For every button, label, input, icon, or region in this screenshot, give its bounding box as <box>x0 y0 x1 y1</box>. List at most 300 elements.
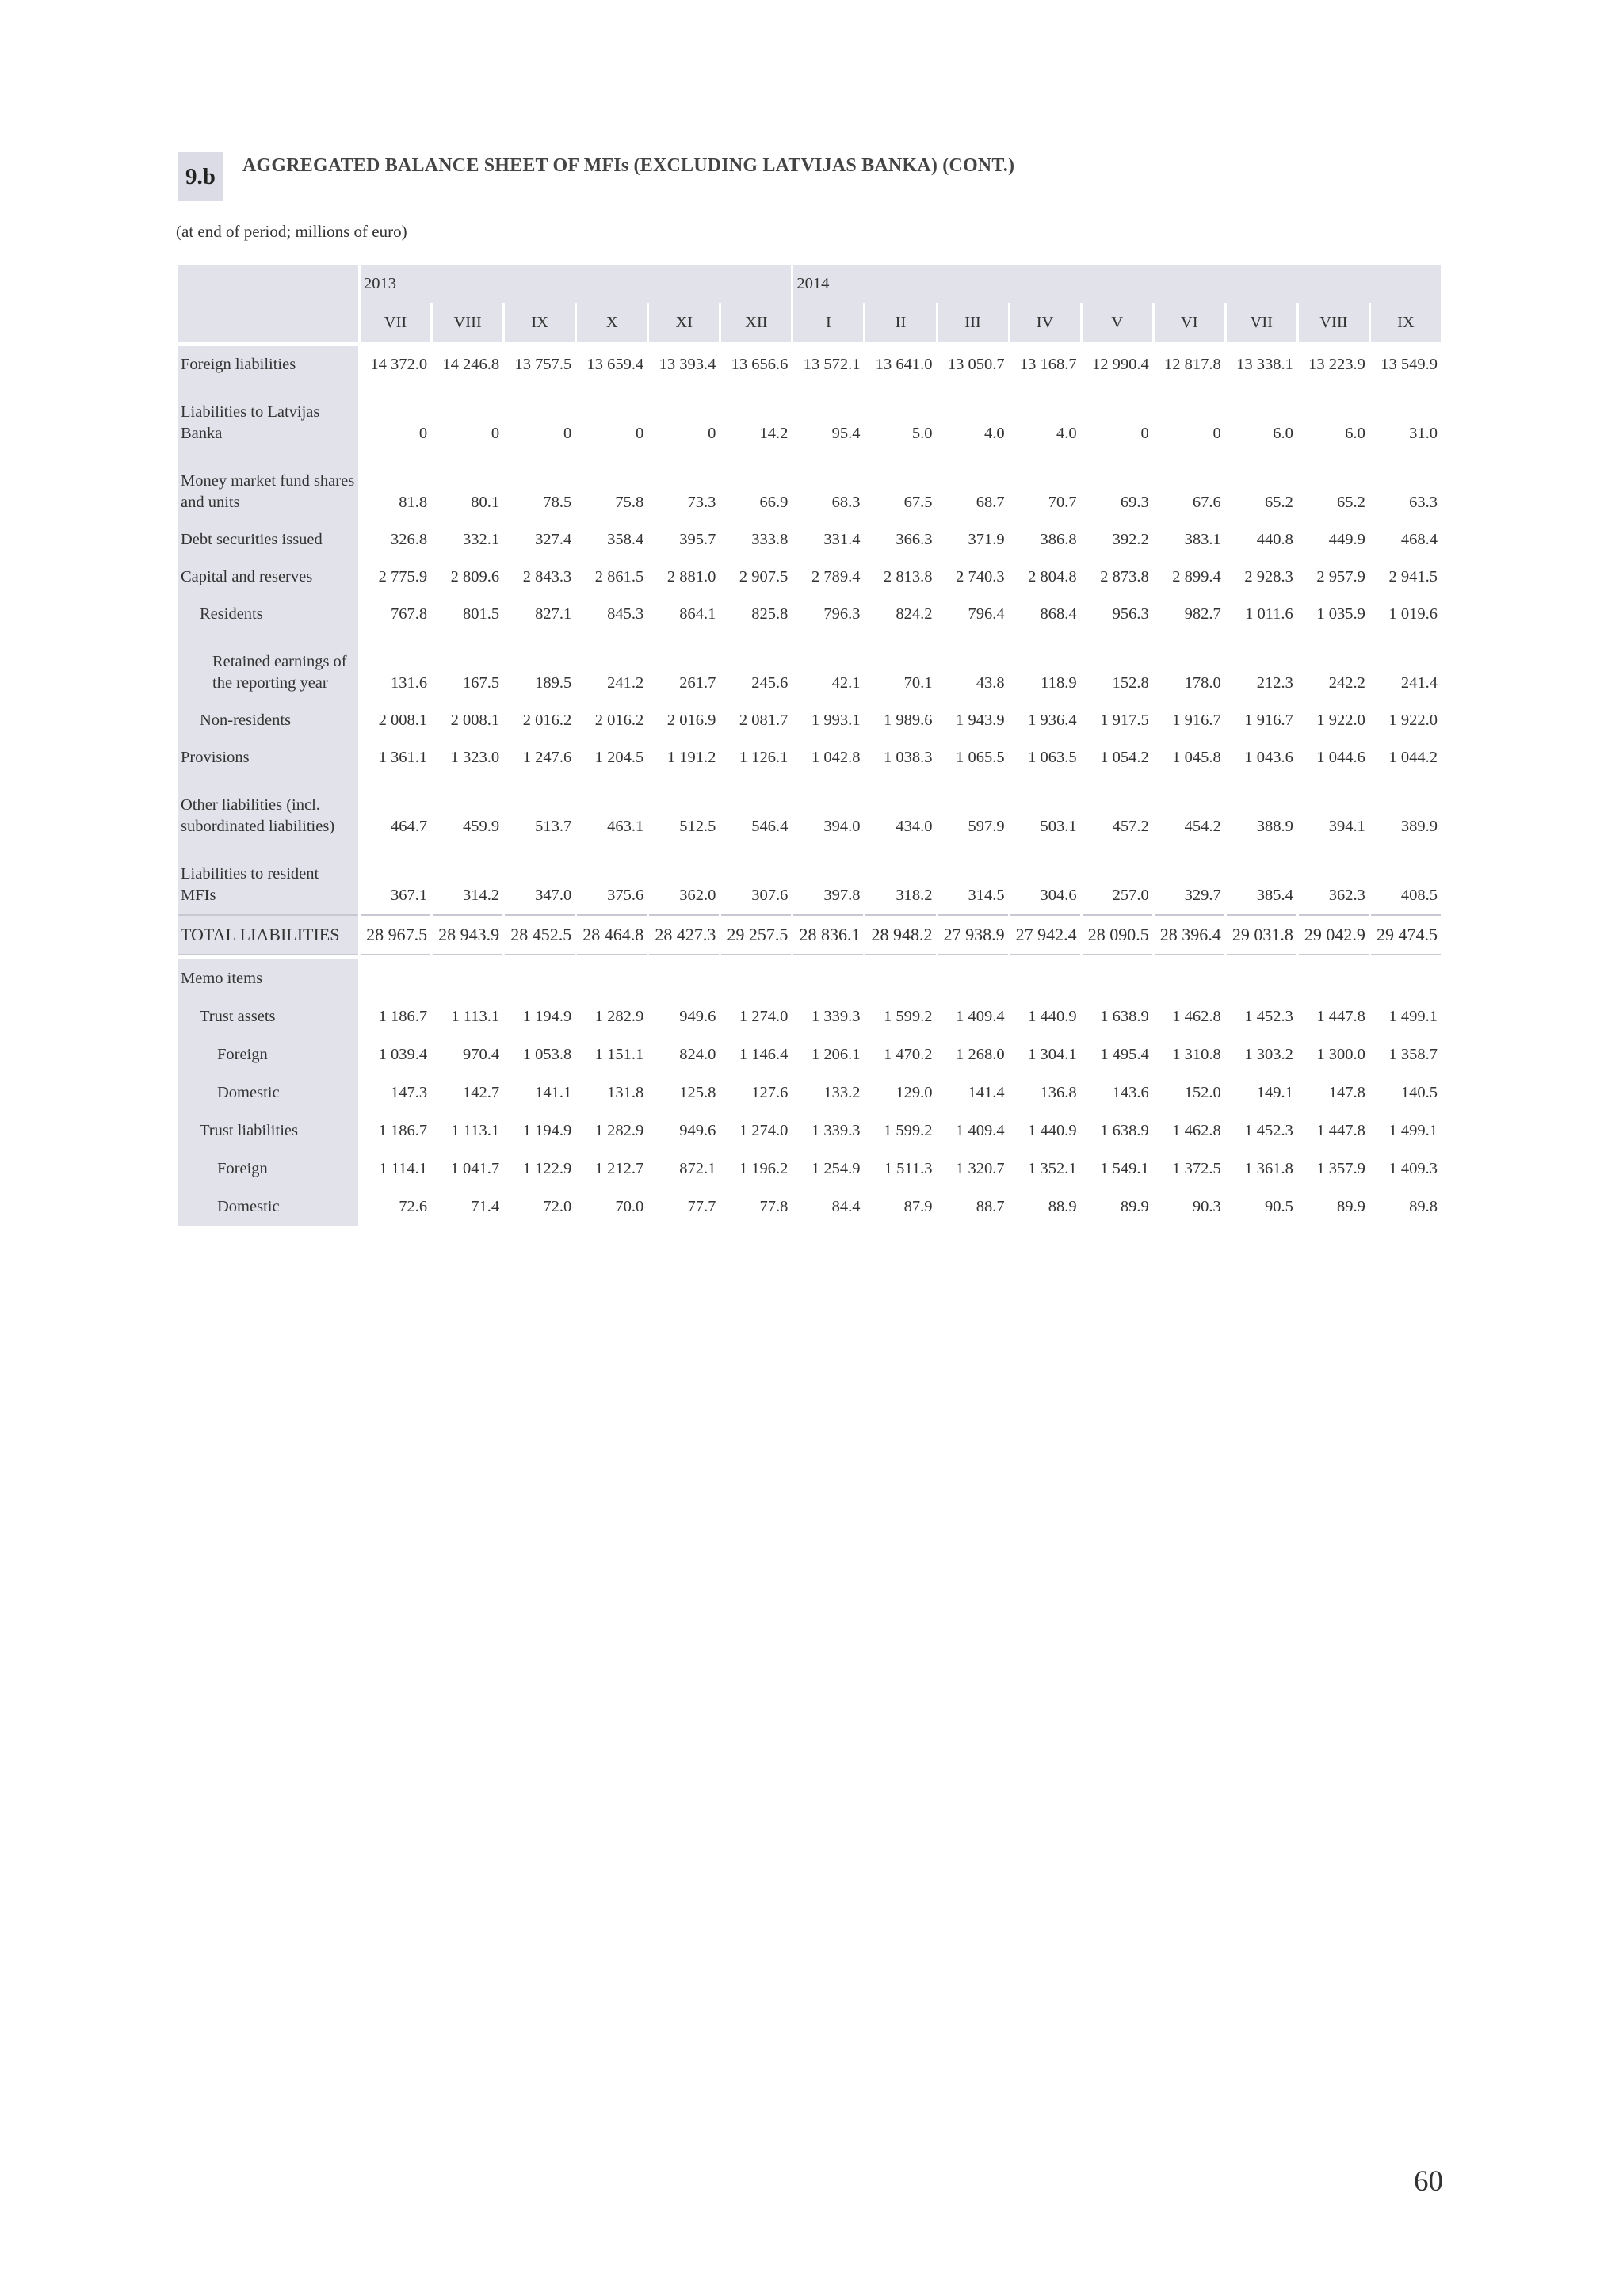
value-cell: 1 993.1 <box>811 711 861 729</box>
month-header: XI <box>649 303 719 342</box>
value-cell: 89.9 <box>1337 1197 1365 1215</box>
value-cell: 27 938.9 <box>938 914 1008 955</box>
value-cell: 385.4 <box>1256 887 1293 904</box>
row-label: Residents <box>178 596 358 633</box>
value-cell: 326.8 <box>390 531 428 548</box>
table-number-badge: 9.b <box>178 152 223 201</box>
value-cell: 2 775.9 <box>378 568 428 585</box>
value-cell: 397.8 <box>823 887 861 904</box>
table-row <box>178 1188 1441 1226</box>
value-cell: 29 031.8 <box>1227 914 1296 955</box>
value-cell: 0 <box>636 425 644 442</box>
value-cell: 1 440.9 <box>1028 1121 1077 1139</box>
value-cell: 1 044.6 <box>1316 749 1365 766</box>
value-cell: 512.5 <box>679 818 716 835</box>
empty-cell <box>577 959 647 997</box>
value-cell: 949.6 <box>679 1007 716 1025</box>
table-row <box>178 997 1441 1035</box>
value-cell: 149.1 <box>1256 1083 1293 1101</box>
value-cell: 2 008.1 <box>450 711 500 729</box>
value-cell: 1 447.8 <box>1316 1007 1365 1025</box>
value-cell: 42.1 <box>831 674 861 692</box>
table-row <box>178 776 1441 845</box>
empty-cell <box>865 959 935 997</box>
value-cell: 408.5 <box>1400 887 1438 904</box>
value-cell: 1 274.0 <box>739 1007 789 1025</box>
value-cell: 189.5 <box>535 674 572 692</box>
value-cell: 87.9 <box>903 1197 933 1215</box>
value-cell: 89.9 <box>1120 1197 1149 1215</box>
value-cell: 43.8 <box>976 674 1005 692</box>
value-cell: 178.0 <box>1184 674 1221 692</box>
value-cell: 597.9 <box>968 818 1005 835</box>
value-cell: 0 <box>1140 425 1149 442</box>
value-cell: 65.2 <box>1337 494 1365 511</box>
table-row <box>178 1035 1441 1074</box>
value-cell: 434.0 <box>896 818 933 835</box>
value-cell: 970.4 <box>463 1045 500 1063</box>
value-cell: 27 942.4 <box>1010 914 1080 955</box>
value-cell: 1 409.4 <box>956 1007 1005 1025</box>
value-cell: 2 843.3 <box>522 568 572 585</box>
value-cell: 67.6 <box>1192 494 1221 511</box>
value-cell: 383.1 <box>1184 531 1221 548</box>
value-cell: 28 452.5 <box>505 914 575 955</box>
value-cell: 824.2 <box>896 605 933 623</box>
row-label: Provisions <box>178 739 358 776</box>
table-row <box>178 559 1441 596</box>
value-cell: 1 339.3 <box>811 1121 861 1139</box>
value-cell: 2 008.1 <box>378 711 428 729</box>
value-cell: 89.8 <box>1409 1197 1438 1215</box>
value-cell: 1 549.1 <box>1100 1159 1149 1177</box>
value-cell: 2 873.8 <box>1100 568 1149 585</box>
page-number: 60 <box>1414 2165 1443 2198</box>
value-cell: 245.6 <box>751 674 789 692</box>
row-label: Liabilities to resident MFIs <box>178 845 358 914</box>
value-cell: 1 114.1 <box>379 1159 428 1177</box>
value-cell: 1 194.9 <box>522 1121 572 1139</box>
row-label: Retained earnings of the reporting year <box>178 633 358 702</box>
value-cell: 304.6 <box>1040 887 1077 904</box>
value-cell: 147.8 <box>1328 1083 1365 1101</box>
value-cell: 868.4 <box>1040 605 1077 623</box>
month-header: VII <box>361 303 430 342</box>
value-cell: 71.4 <box>471 1197 500 1215</box>
value-cell: 314.2 <box>463 887 500 904</box>
value-cell: 2 809.6 <box>450 568 500 585</box>
value-cell: 864.1 <box>679 605 716 623</box>
empty-cell <box>505 959 575 997</box>
empty-cell <box>1083 959 1152 997</box>
value-cell: 827.1 <box>535 605 572 623</box>
month-header: III <box>938 303 1008 342</box>
row-label: Other liabilities (incl. subordinated liabilities) <box>178 776 358 845</box>
value-cell: 1 462.8 <box>1172 1007 1221 1025</box>
value-cell: 13 641.0 <box>875 356 933 373</box>
value-cell: 767.8 <box>390 605 428 623</box>
value-cell: 375.6 <box>607 887 644 904</box>
value-cell: 1 372.5 <box>1172 1159 1221 1177</box>
value-cell: 1 204.5 <box>594 749 644 766</box>
value-cell: 80.1 <box>471 494 500 511</box>
value-cell: 1 352.1 <box>1028 1159 1077 1177</box>
table-subtitle: (at end of period; millions of euro) <box>176 222 407 241</box>
value-cell: 2 789.4 <box>811 568 861 585</box>
row-label: Domestic <box>178 1188 358 1226</box>
value-cell: 1 282.9 <box>594 1007 644 1025</box>
value-cell: 825.8 <box>751 605 789 623</box>
value-cell: 1 191.2 <box>666 749 716 766</box>
row-label: Non-residents <box>178 702 358 739</box>
balance-sheet-table <box>175 265 1443 1226</box>
value-cell: 13 050.7 <box>947 356 1005 373</box>
value-cell: 1 268.0 <box>956 1045 1005 1063</box>
value-cell: 389.9 <box>1400 818 1438 835</box>
value-cell: 70.7 <box>1048 494 1077 511</box>
value-cell: 332.1 <box>463 531 500 548</box>
value-cell: 1 282.9 <box>594 1121 644 1139</box>
value-cell: 2 957.9 <box>1316 568 1365 585</box>
value-cell: 136.8 <box>1040 1083 1077 1101</box>
value-cell: 75.8 <box>615 494 644 511</box>
value-cell: 68.3 <box>831 494 861 511</box>
value-cell: 13 659.4 <box>586 356 644 373</box>
row-label: Money market fund shares and units <box>178 452 358 521</box>
table-row <box>178 845 1441 914</box>
value-cell: 70.1 <box>903 674 933 692</box>
value-cell: 1 151.1 <box>594 1045 644 1063</box>
row-label: Trust assets <box>178 997 358 1035</box>
value-cell: 2 813.8 <box>884 568 933 585</box>
row-label: TOTAL LIABILITIES <box>178 914 358 955</box>
value-cell: 88.9 <box>1048 1197 1077 1215</box>
value-cell: 449.9 <box>1328 531 1365 548</box>
value-cell: 1 196.2 <box>739 1159 789 1177</box>
table-row <box>178 1112 1441 1150</box>
value-cell: 90.5 <box>1264 1197 1293 1215</box>
table-row <box>178 521 1441 559</box>
value-cell: 1 470.2 <box>884 1045 933 1063</box>
value-cell: 1 462.8 <box>1172 1121 1221 1139</box>
table-row <box>178 346 1441 383</box>
value-cell: 949.6 <box>679 1121 716 1139</box>
year-header-row <box>178 265 1441 303</box>
value-cell: 327.4 <box>535 531 572 548</box>
value-cell: 66.9 <box>759 494 789 511</box>
value-cell: 362.0 <box>679 887 716 904</box>
value-cell: 1 063.5 <box>1028 749 1077 766</box>
memo-label: Memo items <box>178 959 358 997</box>
value-cell: 13 572.1 <box>803 356 861 373</box>
month-header: VI <box>1155 303 1224 342</box>
value-cell: 67.5 <box>903 494 933 511</box>
value-cell: 358.4 <box>607 531 644 548</box>
month-header: I <box>793 303 863 342</box>
value-cell: 0 <box>418 425 428 442</box>
value-cell: 1 361.8 <box>1244 1159 1293 1177</box>
value-cell: 1 038.3 <box>884 749 933 766</box>
value-cell: 872.1 <box>679 1159 716 1177</box>
value-cell: 1 917.5 <box>1100 711 1149 729</box>
value-cell: 394.0 <box>823 818 861 835</box>
value-cell: 801.5 <box>463 605 500 623</box>
value-cell: 1 113.1 <box>451 1121 500 1139</box>
value-cell: 29 257.5 <box>721 914 791 955</box>
value-cell: 1 065.5 <box>956 749 1005 766</box>
value-cell: 2 740.3 <box>956 568 1005 585</box>
value-cell: 13 393.4 <box>659 356 716 373</box>
row-label: Liabilities to Latvijas Banka <box>178 383 358 452</box>
table-row <box>178 1150 1441 1188</box>
value-cell: 318.2 <box>896 887 933 904</box>
value-cell: 392.2 <box>1112 531 1149 548</box>
value-cell: 796.4 <box>968 605 1005 623</box>
value-cell: 1 011.6 <box>1245 605 1293 623</box>
value-cell: 78.5 <box>543 494 572 511</box>
month-header: X <box>577 303 647 342</box>
value-cell: 1 035.9 <box>1316 605 1365 623</box>
value-cell: 1 511.3 <box>884 1159 933 1177</box>
balance-sheet-body <box>178 265 1441 1226</box>
value-cell: 152.8 <box>1112 674 1149 692</box>
row-label: Foreign <box>178 1035 358 1074</box>
month-header: IX <box>505 303 575 342</box>
month-header: IX <box>1371 303 1441 342</box>
value-cell: 956.3 <box>1112 605 1149 623</box>
value-cell: 0 <box>1212 425 1221 442</box>
value-cell: 307.6 <box>751 887 789 904</box>
value-cell: 982.7 <box>1184 605 1221 623</box>
value-cell: 2 881.0 <box>666 568 716 585</box>
table-title: AGGREGATED BALANCE SHEET OF MFIs (EXCLUDING LATVIJAS BANKA) (CONT.) <box>242 155 1015 176</box>
value-cell: 28 464.8 <box>577 914 647 955</box>
value-cell: 73.3 <box>687 494 716 511</box>
value-cell: 29 042.9 <box>1299 914 1369 955</box>
value-cell: 241.2 <box>607 674 644 692</box>
value-cell: 2 804.8 <box>1028 568 1077 585</box>
value-cell: 95.4 <box>831 425 861 442</box>
empty-cell <box>721 959 791 997</box>
value-cell: 84.4 <box>831 1197 861 1215</box>
value-cell: 1 039.4 <box>378 1045 428 1063</box>
table-row <box>178 633 1441 702</box>
value-cell: 212.3 <box>1256 674 1293 692</box>
value-cell: 1 409.3 <box>1388 1159 1438 1177</box>
value-cell: 69.3 <box>1120 494 1149 511</box>
value-cell: 1 122.9 <box>522 1159 572 1177</box>
value-cell: 88.7 <box>976 1197 1005 1215</box>
empty-cell <box>793 959 863 997</box>
value-cell: 362.3 <box>1328 887 1365 904</box>
value-cell: 13 757.5 <box>514 356 572 373</box>
value-cell: 241.4 <box>1400 674 1438 692</box>
value-cell: 1 206.1 <box>811 1045 861 1063</box>
value-cell: 367.1 <box>390 887 428 904</box>
value-cell: 845.3 <box>607 605 644 623</box>
table-row <box>178 702 1441 739</box>
value-cell: 457.2 <box>1112 818 1149 835</box>
value-cell: 1 053.8 <box>522 1045 572 1063</box>
value-cell: 242.2 <box>1328 674 1365 692</box>
value-cell: 1 916.7 <box>1244 711 1293 729</box>
value-cell: 65.2 <box>1264 494 1293 511</box>
value-cell: 1 916.7 <box>1172 711 1221 729</box>
value-cell: 459.9 <box>463 818 500 835</box>
value-cell: 13 168.7 <box>1019 356 1077 373</box>
value-cell: 395.7 <box>679 531 716 548</box>
value-cell: 261.7 <box>679 674 716 692</box>
value-cell: 28 943.9 <box>433 914 502 955</box>
value-cell: 1 320.7 <box>956 1159 1005 1177</box>
value-cell: 1 599.2 <box>884 1007 933 1025</box>
value-cell: 1 452.3 <box>1244 1007 1293 1025</box>
value-cell: 70.0 <box>615 1197 644 1215</box>
value-cell: 28 948.2 <box>865 914 935 955</box>
value-cell: 131.8 <box>607 1083 644 1101</box>
value-cell: 314.5 <box>968 887 1005 904</box>
month-header: VII <box>1227 303 1296 342</box>
value-cell: 1 303.2 <box>1244 1045 1293 1063</box>
value-cell: 1 599.2 <box>884 1121 933 1139</box>
value-cell: 1 357.9 <box>1316 1159 1365 1177</box>
value-cell: 454.2 <box>1184 818 1221 835</box>
value-cell: 1 212.7 <box>594 1159 644 1177</box>
value-cell: 28 967.5 <box>361 914 430 955</box>
value-cell: 333.8 <box>751 531 789 548</box>
value-cell: 463.1 <box>607 818 644 835</box>
value-cell: 133.2 <box>823 1083 861 1101</box>
value-cell: 29 474.5 <box>1371 914 1441 955</box>
row-label: Debt securities issued <box>178 521 358 559</box>
value-cell: 1 194.9 <box>522 1007 572 1025</box>
value-cell: 125.8 <box>679 1083 716 1101</box>
value-cell: 366.3 <box>896 531 933 548</box>
value-cell: 1 310.8 <box>1172 1045 1221 1063</box>
month-header-row <box>178 303 1441 342</box>
month-header: IV <box>1010 303 1080 342</box>
row-label: Foreign <box>178 1150 358 1188</box>
table-header <box>178 152 1014 201</box>
value-cell: 0 <box>708 425 716 442</box>
value-cell: 1 304.1 <box>1028 1045 1077 1063</box>
value-cell: 1 922.0 <box>1316 711 1365 729</box>
value-cell: 1 042.8 <box>811 749 861 766</box>
year-header: 2014 <box>793 265 1441 303</box>
table-row <box>178 914 1441 955</box>
month-header: VIII <box>433 303 502 342</box>
value-cell: 386.8 <box>1040 531 1077 548</box>
value-cell: 1 638.9 <box>1100 1121 1149 1139</box>
value-cell: 152.0 <box>1184 1083 1221 1101</box>
row-label: Domestic <box>178 1074 358 1112</box>
value-cell: 1 452.3 <box>1244 1121 1293 1139</box>
month-header: II <box>865 303 935 342</box>
value-cell: 1 922.0 <box>1388 711 1438 729</box>
value-cell: 1 054.2 <box>1100 749 1149 766</box>
value-cell: 1 041.7 <box>450 1159 500 1177</box>
value-cell: 1 186.7 <box>378 1121 428 1139</box>
value-cell: 31.0 <box>1409 425 1438 442</box>
month-header: XII <box>721 303 791 342</box>
table-row <box>178 383 1441 452</box>
value-cell: 1 274.0 <box>739 1121 789 1139</box>
value-cell: 4.0 <box>1056 425 1077 442</box>
value-cell: 118.9 <box>1041 674 1077 692</box>
value-cell: 77.8 <box>759 1197 789 1215</box>
empty-cell <box>1227 959 1296 997</box>
value-cell: 796.3 <box>823 605 861 623</box>
memo-header-row <box>178 959 1441 997</box>
value-cell: 14 246.8 <box>442 356 500 373</box>
value-cell: 1 936.4 <box>1028 711 1077 729</box>
value-cell: 2 861.5 <box>594 568 644 585</box>
value-cell: 63.3 <box>1409 494 1438 511</box>
value-cell: 1 247.6 <box>522 749 572 766</box>
value-cell: 1 361.1 <box>378 749 428 766</box>
value-cell: 1 943.9 <box>956 711 1005 729</box>
value-cell: 1 043.6 <box>1244 749 1293 766</box>
value-cell: 1 499.1 <box>1388 1007 1438 1025</box>
value-cell: 1 409.4 <box>956 1121 1005 1139</box>
value-cell: 1 254.9 <box>811 1159 861 1177</box>
value-cell: 1 019.6 <box>1388 605 1438 623</box>
value-cell: 13 223.9 <box>1308 356 1365 373</box>
value-cell: 347.0 <box>535 887 572 904</box>
value-cell: 331.4 <box>823 531 861 548</box>
value-cell: 1 113.1 <box>451 1007 500 1025</box>
value-cell: 13 656.6 <box>731 356 789 373</box>
empty-cell <box>1299 959 1369 997</box>
value-cell: 6.0 <box>1273 425 1293 442</box>
value-cell: 2 016.2 <box>522 711 572 729</box>
value-cell: 131.6 <box>390 674 428 692</box>
value-cell: 1 323.0 <box>450 749 500 766</box>
value-cell: 2 016.9 <box>666 711 716 729</box>
value-cell: 2 941.5 <box>1388 568 1438 585</box>
value-cell: 1 499.1 <box>1388 1121 1438 1139</box>
value-cell: 1 989.6 <box>884 711 933 729</box>
value-cell: 13 338.1 <box>1236 356 1293 373</box>
value-cell: 1 126.1 <box>739 749 789 766</box>
value-cell: 1 440.9 <box>1028 1007 1077 1025</box>
row-label: Trust liabilities <box>178 1112 358 1150</box>
value-cell: 388.9 <box>1256 818 1293 835</box>
month-header: VIII <box>1299 303 1369 342</box>
empty-cell <box>1371 959 1441 997</box>
table-row <box>178 596 1441 633</box>
value-cell: 1 358.7 <box>1388 1045 1438 1063</box>
value-cell: 824.0 <box>679 1045 716 1063</box>
value-cell: 28 396.4 <box>1155 914 1224 955</box>
value-cell: 1 339.3 <box>811 1007 861 1025</box>
value-cell: 72.0 <box>543 1197 572 1215</box>
value-cell: 28 427.3 <box>649 914 719 955</box>
month-header: V <box>1083 303 1152 342</box>
value-cell: 12 817.8 <box>1164 356 1221 373</box>
value-cell: 14.2 <box>759 425 789 442</box>
empty-cell <box>1155 959 1224 997</box>
value-cell: 2 016.2 <box>594 711 644 729</box>
value-cell: 142.7 <box>463 1083 500 1101</box>
corner-cell <box>178 265 358 342</box>
value-cell: 1 146.4 <box>739 1045 789 1063</box>
value-cell: 1 045.8 <box>1172 749 1221 766</box>
value-cell: 2 899.4 <box>1172 568 1221 585</box>
value-cell: 329.7 <box>1184 887 1221 904</box>
value-cell: 468.4 <box>1400 531 1438 548</box>
value-cell: 141.1 <box>535 1083 572 1101</box>
